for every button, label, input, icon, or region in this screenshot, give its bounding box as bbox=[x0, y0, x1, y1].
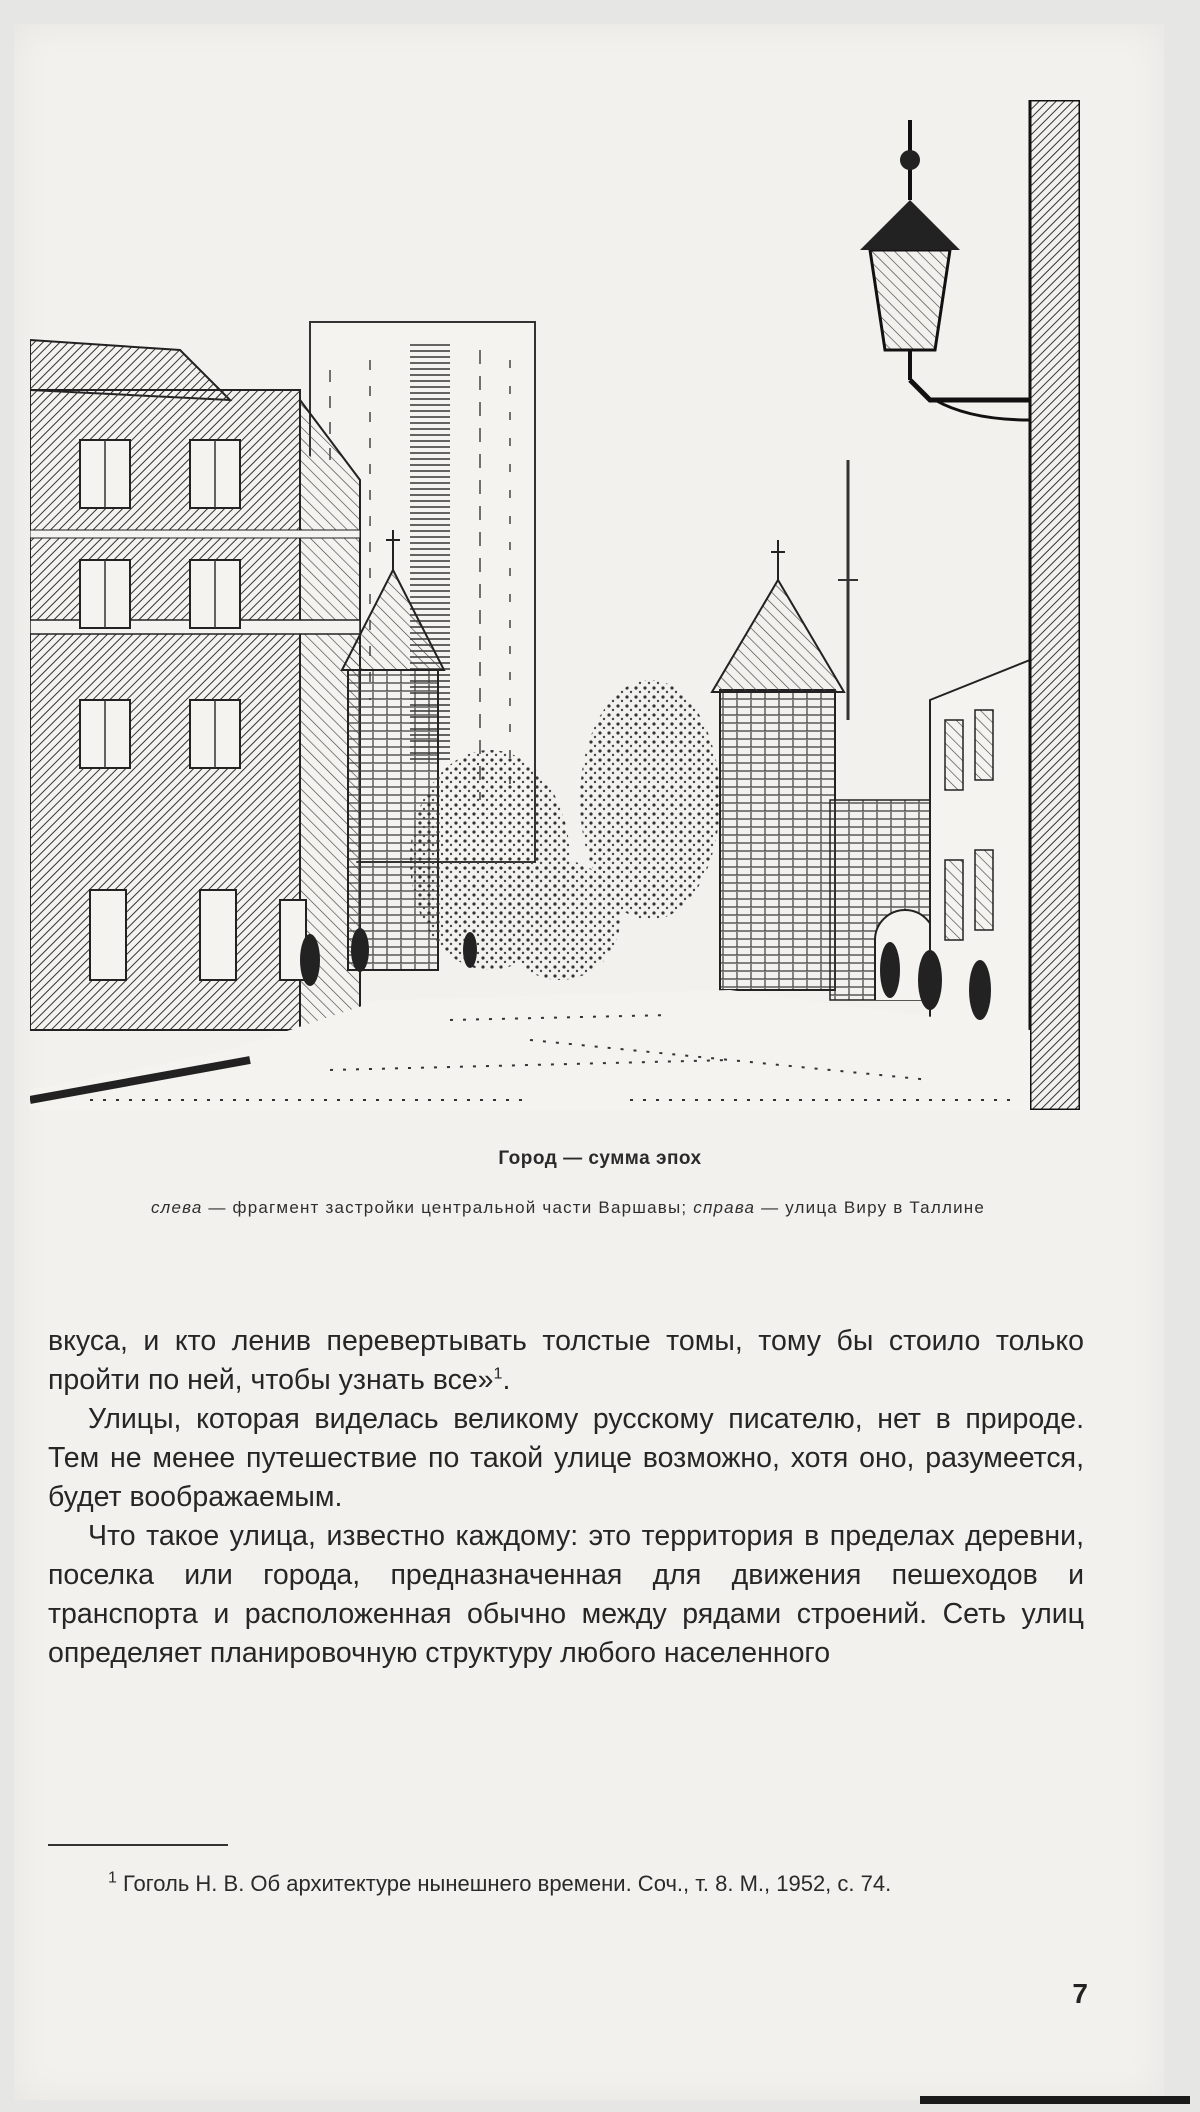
footnote-text: Гоголь Н. В. Об архитектуре нынешнего времени. Соч., т. 8. М., 1952, с. 74. bbox=[123, 1871, 892, 1896]
paragraph-3: Что такое улица, известно каждому: это территория в пределах деревни, поселка или города, предназначенная для движения пешеходов и транспорта и расположенная обычно между рядами строений. Сеть улиц определяет планировочную структуру любого населенного bbox=[48, 1520, 1084, 1669]
body-text bbox=[48, 1322, 1084, 1673]
paragraph-1-text: вкуса, и кто ленив перевертывать толстые томы, тому бы стоило только пройти по ней, чтобы узнать все» bbox=[48, 1325, 1084, 1396]
paragraph-1: вкуса, и кто ленив перевертывать толстые томы, тому бы стоило только пройти по ней, чтобы узнать все»$^1$. bbox=[48, 1325, 1084, 1396]
footnote-ref: 1 bbox=[493, 1365, 503, 1383]
figure-title: Город — сумма эпох bbox=[498, 1148, 702, 1169]
paragraph-2: Улицы, которая виделась великому русскому писателю, нет в природе. Тем не менее путешествие по такой улице возможно, хотя оно, разумеется, будет воображаемым. bbox=[48, 1403, 1084, 1513]
caption-right-label: справа bbox=[693, 1198, 756, 1217]
scan-edge-bar bbox=[920, 2096, 1190, 2104]
footnote bbox=[48, 1868, 1084, 1900]
caption-left-text: — фрагмент застройки центральной части Варшавы; bbox=[202, 1198, 694, 1217]
figure-caption bbox=[48, 1198, 1088, 1218]
page-number: 7 bbox=[1072, 1978, 1088, 2009]
caption-left-label: слева bbox=[150, 1198, 203, 1217]
caption-right-text: — улица Виру в Таллине bbox=[755, 1198, 986, 1217]
footnote-line bbox=[48, 1868, 1084, 1900]
street-illustration bbox=[30, 100, 1080, 1110]
footnote-divider bbox=[48, 1844, 228, 1846]
footnote-number: 1 bbox=[108, 1869, 117, 1887]
